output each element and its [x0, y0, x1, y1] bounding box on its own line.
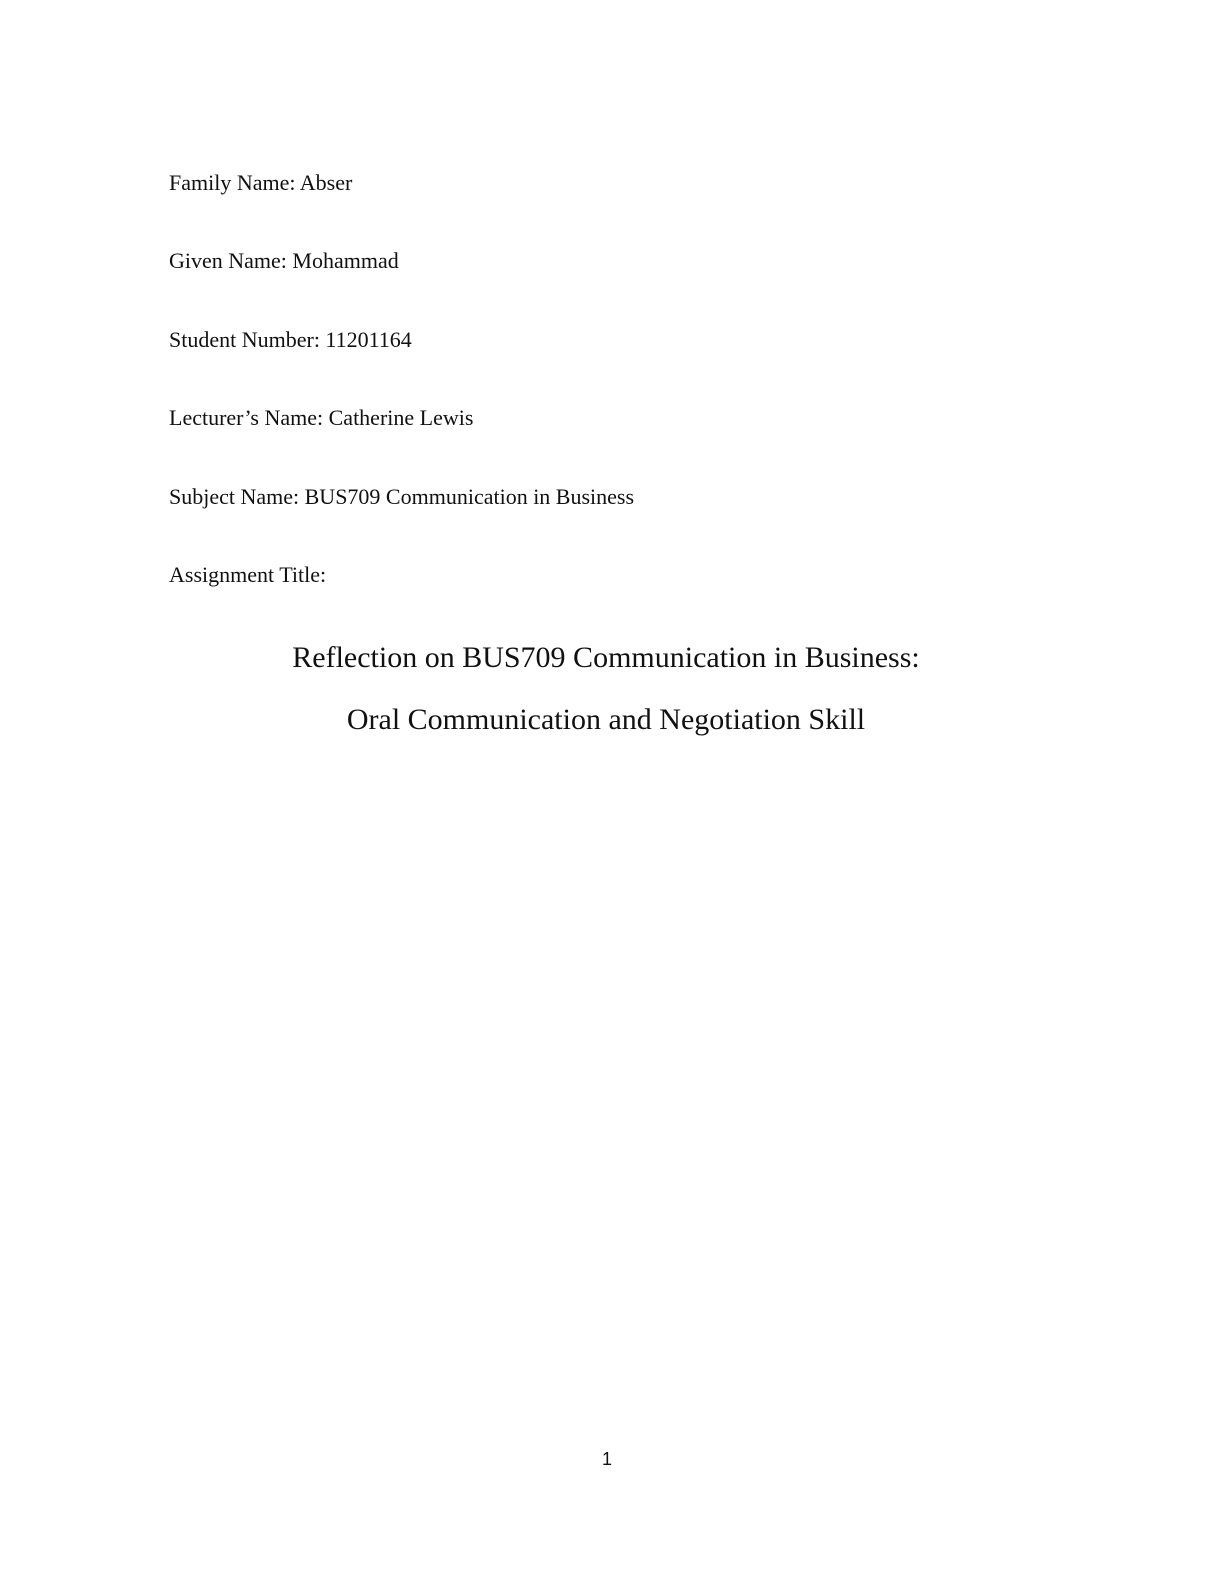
- assignment-title-line-2: Oral Communication and Negotiation Skill: [346, 703, 866, 736]
- given-name-line: Given Name: Mohammad: [169, 248, 399, 273]
- family-name-line: Family Name: Abser: [169, 170, 353, 195]
- page-number: 1: [601, 1449, 612, 1469]
- student-number-line: Student Number: 11201164: [169, 327, 412, 352]
- lecturer-name-line: Lecturer’s Name: Catherine Lewis: [169, 405, 474, 430]
- assignment-title-line-1: Reflection on BUS709 Communication in Business:: [292, 641, 920, 674]
- subject-name-line: Subject Name: BUS709 Communication in Business: [169, 484, 635, 509]
- assignment-title-label: Assignment Title:: [169, 562, 327, 587]
